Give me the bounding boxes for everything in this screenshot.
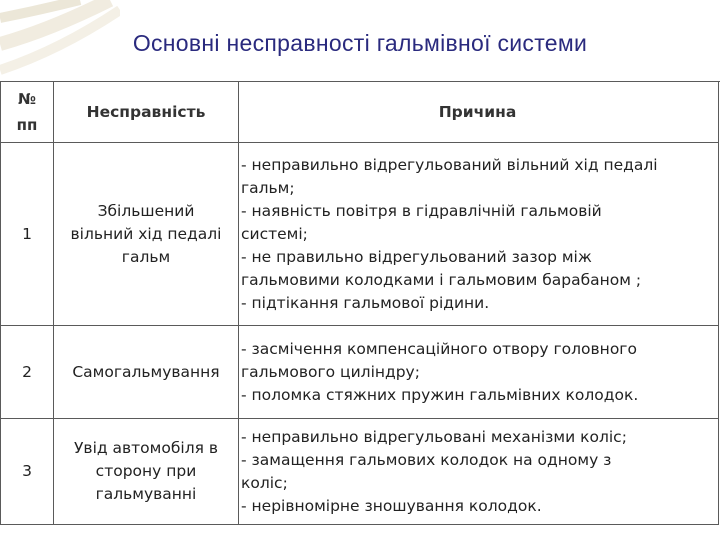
header-number-line2: пп [16,116,38,134]
table-row [1,326,719,419]
page-title: Основні несправності гальмівної системи [132,30,588,56]
cause-line: - поломка стяжних пружин гальмівних колодок. [241,385,639,404]
row-number: 1 [1,143,54,326]
cause-line: гальмового циліндру; [241,362,420,381]
fault-line: гальмуванні [95,485,197,503]
table-row [1,143,719,326]
fault-line: вільний хід педалі [70,224,222,243]
cause-line: - не правильно відрегульований зазор між [241,247,592,266]
row-cause [239,419,719,525]
cause-line: - засмічення компенсаційного отвору головного [241,339,637,358]
header-cause: Причина [239,82,719,143]
cause-line: - неправильно відрегульований вільний хід педалі [241,155,658,174]
row-fault [54,419,239,525]
row-cause [239,326,719,419]
cause-line: - підтікання гальмової рідини. [241,293,490,312]
header-number-line1: № [17,90,37,108]
faults-table [0,81,719,525]
fault-line: сторону при [95,462,197,480]
fault-line: гальм [121,247,171,266]
cause-line: гальм; [241,178,295,197]
fault-line: Збільшений [97,201,195,220]
table-row [1,419,719,525]
fault-line: Самогальмування [72,362,220,381]
cause-line: - нерівномірне зношування колодок. [241,496,542,515]
cause-line: системі; [241,224,308,243]
header-number [1,82,54,143]
cause-line: гальмовими колодками і гальмовим барабаном ; [241,270,642,289]
cause-line: - наявність повітря в гідравлічній гальмовій [241,201,602,220]
row-fault [54,326,239,419]
row-number: 2 [1,326,54,419]
table-header-row [1,82,719,143]
cause-line: - неправильно відрегульовані механізми коліс; [241,427,627,446]
cause-line: коліс; [241,473,288,492]
header-fault: Несправність [54,82,239,143]
cause-line: - замащення гальмових колодок на одному з [241,450,612,469]
fault-line: Увід автомобіля в [73,439,218,457]
row-fault [54,143,239,326]
row-cause [239,143,719,326]
row-number: 3 [1,419,54,525]
